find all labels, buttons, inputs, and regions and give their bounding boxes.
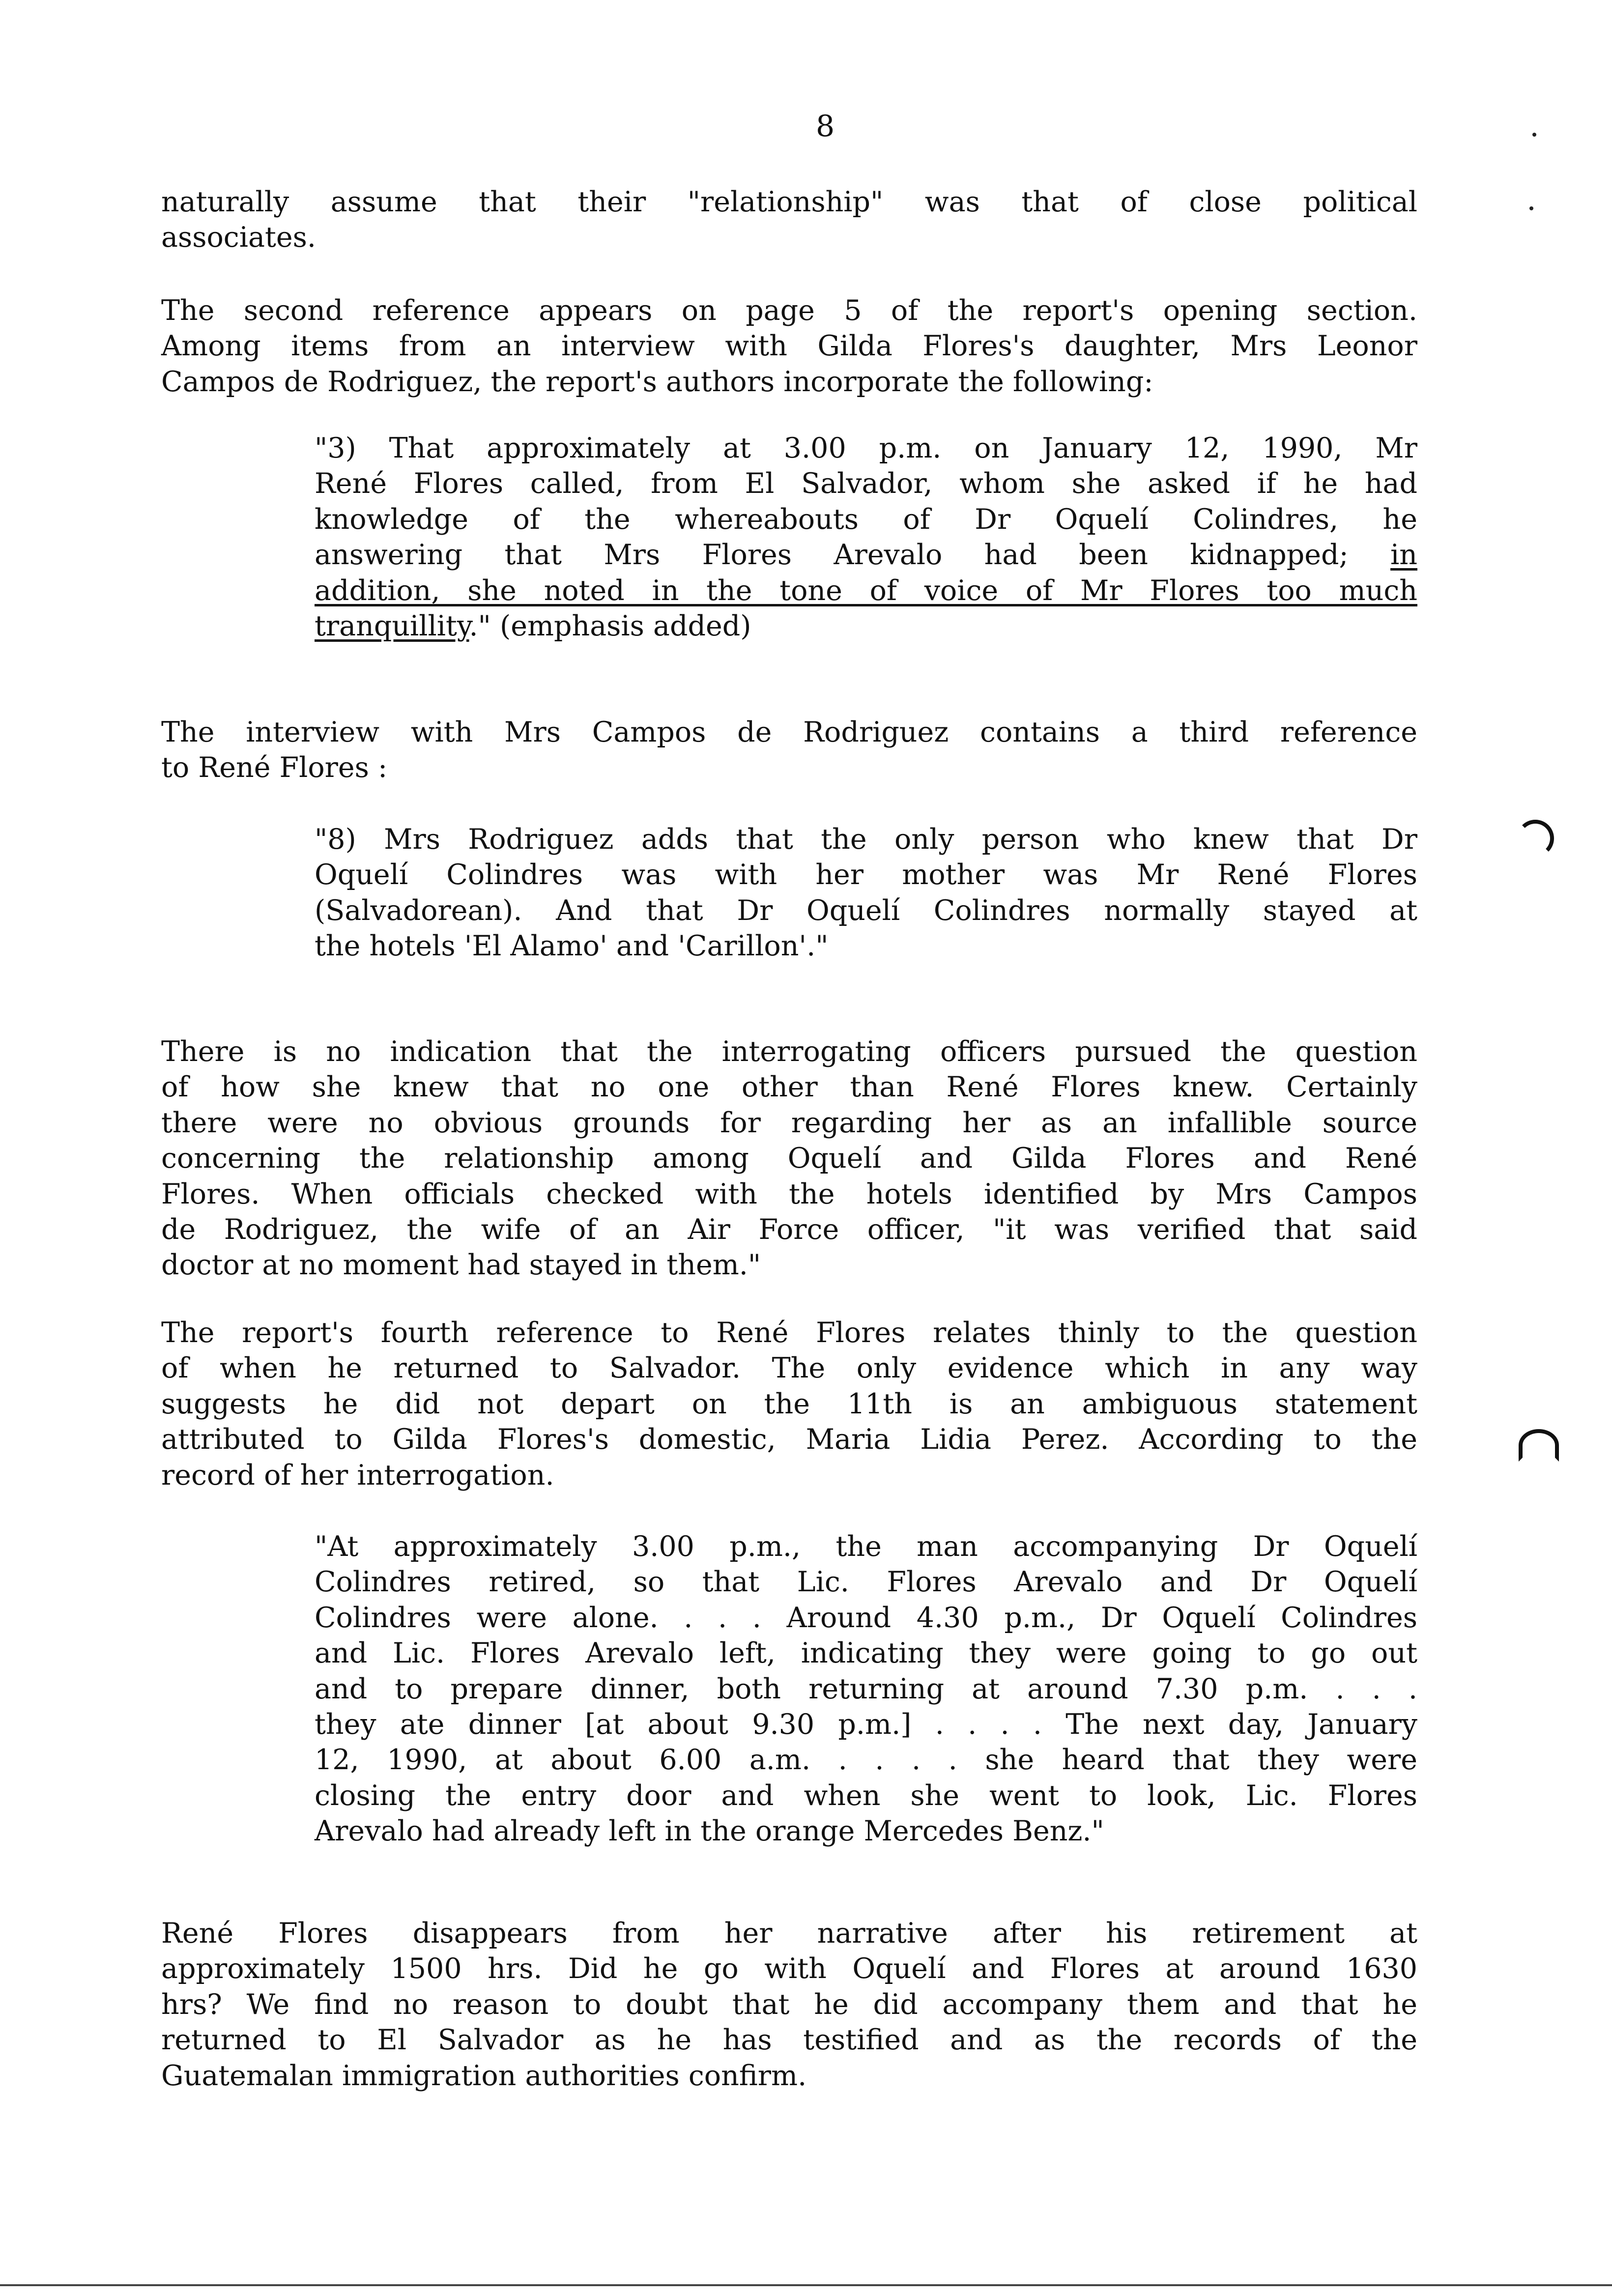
paragraph: [161, 715, 1417, 786]
text-line: [161, 1247, 1417, 1283]
paragraph: [161, 1034, 1417, 1283]
text-segment: (Salvadorean). And that Dr Oquelí Colindres normally stayed at: [315, 894, 1417, 927]
text-line: [315, 573, 1417, 608]
text-segment: of how she knew that no one other than René Flores knew. Certainly: [161, 1071, 1417, 1104]
text-segment: and to prepare dinner, both returning at around 7.30 p.m. . . .: [315, 1672, 1417, 1705]
text-segment: Colindres retired, so that Lic. Flores Arevalo and Dr Oquelí: [315, 1566, 1417, 1599]
text-segment: hrs? We find no reason to doubt that he did accompany them and that he: [161, 1988, 1417, 2021]
text-segment: The interview with Mrs Campos de Rodriguez contains a third reference: [161, 716, 1417, 748]
text-line: [161, 293, 1417, 328]
text-segment: "3) That approximately at 3.00 p.m. on January 12, 1990, Mr: [315, 432, 1417, 464]
text-segment: "At approximately 3.00 p.m., the man accompanying Dr Oquelí: [315, 1530, 1417, 1563]
text-segment: returned to El Salvador as he has testified and as the records of the: [161, 2024, 1417, 2057]
text-line: [161, 1951, 1417, 1986]
text-segment: and Lic. Flores Arevalo left, indicating they were going to go out: [315, 1637, 1417, 1670]
text-segment: Oquelí Colindres was with her mother was Mr René Flores: [315, 859, 1417, 891]
text-segment: knowledge of the whereabouts of Dr Oquelí Colindres, he: [315, 503, 1417, 536]
text-line: [315, 928, 1417, 964]
bottom-scan-edge: [0, 2284, 1612, 2286]
text-segment: the hotels 'El Alamo' and 'Carillon'.": [315, 930, 829, 963]
text-line: [161, 1422, 1417, 1457]
text-line: [161, 184, 1417, 220]
text-line: [315, 537, 1417, 573]
emphasized-text: tranquillity: [315, 609, 469, 642]
text-segment: de Rodriguez, the wife of an Air Force officer, "it was verified that said: [161, 1213, 1417, 1246]
text-segment: The report's fourth reference to René Flores relates thinly to the question: [161, 1317, 1417, 1349]
text-line: [161, 1105, 1417, 1141]
page-number: 8: [816, 109, 835, 144]
text-line: [315, 893, 1417, 928]
text-segment: they ate dinner [at about 9.30 p.m.] . . . . The next day, January: [315, 1708, 1417, 1741]
paragraph: [161, 293, 1417, 400]
margin-dot-mark: [1532, 133, 1536, 137]
block-quote: [315, 822, 1417, 964]
text-segment: answering that Mrs Flores Arevalo had been kidnapped;: [315, 539, 1391, 572]
text-line: [161, 1177, 1417, 1212]
text-line: [161, 1458, 1417, 1493]
text-segment: closing the entry door and when she went to look, Lic. Flores: [315, 1779, 1417, 1812]
text-line: [315, 1636, 1417, 1671]
text-line: [161, 2022, 1417, 2058]
text-segment: Among items from an interview with Gilda Flores's daughter, Mrs Leonor: [161, 330, 1417, 363]
text-segment: 12, 1990, at about 6.00 a.m. . . . . she heard that they were: [315, 1744, 1417, 1777]
binder-hole-mark: [1517, 820, 1554, 857]
text-line: [161, 1350, 1417, 1386]
text-segment: ." (emphasis added): [469, 609, 751, 642]
text-segment: René Flores disappears from her narrative after his retirement at: [161, 1917, 1417, 1950]
text-segment: Colindres were alone. . . . Around 4.30 p.m., Dr Oquelí Colindres: [315, 1601, 1417, 1634]
text-line: [315, 430, 1417, 466]
text-segment: suggests he did not depart on the 11th is an ambiguous statement: [161, 1387, 1417, 1420]
text-segment: of when he returned to Salvador. The only evidence which in any way: [161, 1352, 1417, 1385]
text-line: [161, 1034, 1417, 1069]
text-line: [161, 1315, 1417, 1350]
text-segment: Guatemalan immigration authorities confirm.: [161, 2059, 807, 2092]
text-line: [161, 1987, 1417, 2022]
text-line: [161, 328, 1417, 364]
block-quote: [315, 430, 1417, 644]
text-line: [315, 1742, 1417, 1778]
text-segment: There is no indication that the interrogating officers pursued the question: [161, 1035, 1417, 1068]
text-segment: approximately 1500 hrs. Did he go with Oquelí and Flores at around 1630: [161, 1952, 1417, 1985]
text-segment: attributed to Gilda Flores's domestic, Maria Lidia Perez. According to the: [161, 1423, 1417, 1456]
block-quote: [315, 1529, 1417, 1849]
text-line: [161, 1069, 1417, 1105]
text-line: [315, 1707, 1417, 1742]
text-line: [161, 715, 1417, 750]
text-line: [315, 1529, 1417, 1564]
text-line: [161, 750, 1417, 785]
text-segment: Arevalo had already left in the orange Mercedes Benz.": [315, 1815, 1104, 1848]
text-line: [161, 364, 1417, 400]
text-line: [161, 1916, 1417, 1951]
text-line: [315, 822, 1417, 857]
text-segment: René Flores called, from El Salvador, whom she asked if he had: [315, 467, 1417, 500]
text-line: [315, 1813, 1417, 1849]
emphasized-text: in: [1390, 539, 1417, 572]
text-line: [315, 1778, 1417, 1813]
text-line: [315, 466, 1417, 501]
text-segment: "8) Mrs Rodriguez adds that the only person who knew that Dr: [315, 823, 1417, 856]
text-segment: there were no obvious grounds for regarding her as an infallible source: [161, 1106, 1417, 1139]
text-segment: The second reference appears on page 5 of the report's opening section.: [161, 294, 1417, 327]
text-line: [315, 502, 1417, 537]
text-line: [161, 1141, 1417, 1176]
binder-hole-mark: [1519, 1429, 1559, 1462]
text-line: [315, 1564, 1417, 1600]
text-line: [161, 220, 1417, 255]
text-segment: doctor at no moment had stayed in them.": [161, 1249, 761, 1282]
text-line: [315, 1600, 1417, 1636]
text-segment: associates.: [161, 221, 316, 254]
text-segment: naturally assume that their "relationship" was that of close political: [161, 186, 1417, 218]
margin-dot-mark: [1529, 206, 1533, 210]
text-line: [315, 857, 1417, 892]
text-segment: record of her interrogation.: [161, 1459, 554, 1492]
text-segment: Campos de Rodriguez, the report's authors incorporate the following:: [161, 365, 1153, 398]
paragraph: [161, 184, 1417, 256]
text-line: [315, 608, 1417, 644]
paragraph: [161, 1315, 1417, 1493]
text-line: [161, 1386, 1417, 1422]
text-segment: to René Flores :: [161, 751, 388, 784]
text-line: [315, 1671, 1417, 1707]
text-line: [161, 2058, 1417, 2094]
text-segment: Flores. When officials checked with the hotels identified by Mrs Campos: [161, 1177, 1417, 1210]
paragraph: [161, 1916, 1417, 2094]
text-line: [161, 1212, 1417, 1247]
emphasized-text: addition, she noted in the tone of voice of Mr Flores too much: [315, 574, 1417, 607]
text-segment: concerning the relationship among Oquelí and Gilda Flores and René: [161, 1142, 1417, 1175]
